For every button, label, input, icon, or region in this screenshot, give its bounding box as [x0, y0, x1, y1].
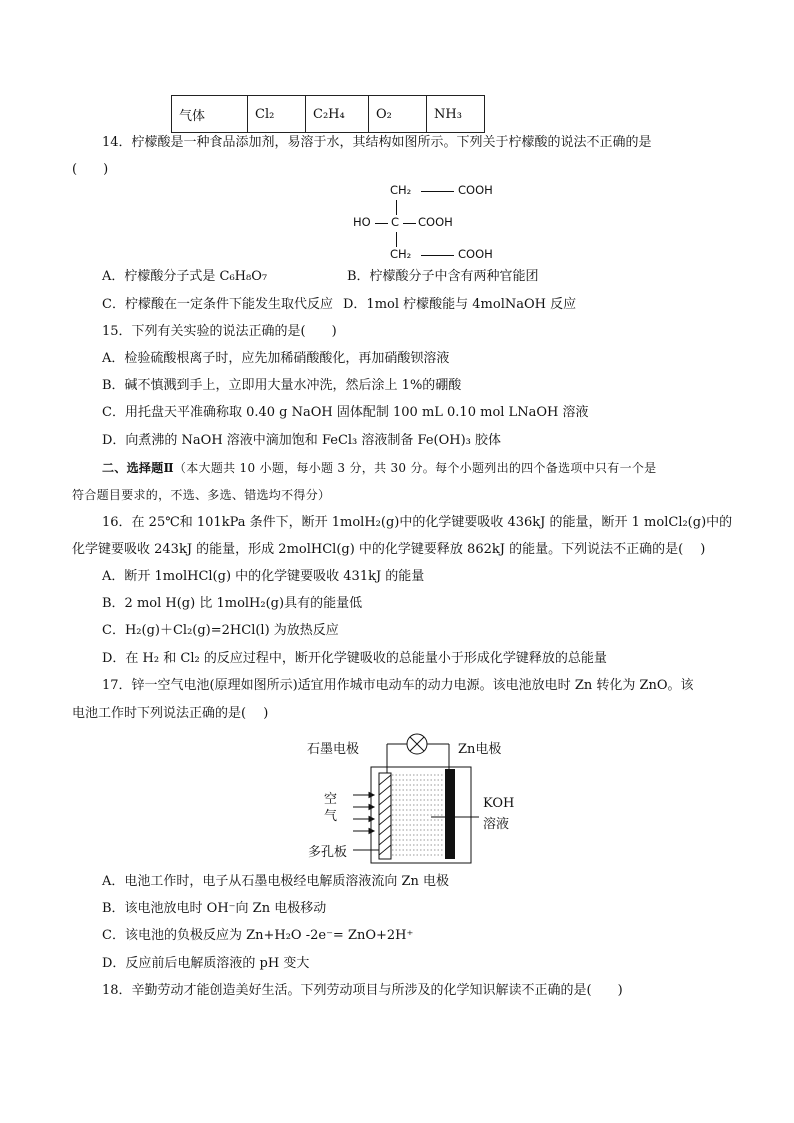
zn-electrode — [445, 769, 455, 859]
citric-acid-structure — [353, 180, 493, 264]
section-2-header — [102, 459, 657, 477]
bond-line — [421, 191, 454, 192]
formula-bot-ch2: CH₂ — [390, 247, 412, 261]
q17-option-a: A．电池工作时，电子从石墨电极经电解质溶液流向 Zn 电极 — [102, 874, 450, 889]
q17-option-b: B．该电池放电时 OH⁻向 Zn 电极移动 — [102, 901, 327, 916]
q16-option-a: A．断开 1molHCl(g) 中的化学键要吸收 431kJ 的能量 — [102, 569, 425, 584]
q14-option-d: D．1mol 柠檬酸能与 4molNaOH 反应 — [343, 297, 577, 312]
q16-option-d: D．在 H₂ 和 Cl₂ 的反应过程中，断开化学键吸收的总能量小于形成化学键释放的总能量 — [102, 651, 607, 666]
formula-ho: HO — [353, 215, 371, 229]
koh-label-2: 溶液 — [483, 817, 510, 832]
q18-stem: 18．辛勤劳动才能创造美好生活。下列劳动项目与所涉及的化学知识解读不正确的是( ) — [102, 983, 623, 998]
bond-line — [421, 255, 454, 256]
q15-stem: 15．下列有关实验的说法正确的是( ) — [102, 324, 337, 339]
formula-top-cooh: COOH — [458, 183, 493, 197]
koh-solution — [392, 775, 444, 855]
table-cell: Cl₂ — [248, 96, 306, 133]
formula-top-ch2: CH₂ — [390, 183, 412, 197]
q17-stem-line2: 电池工作时下列说法正确的是( ) — [72, 706, 269, 721]
q14-option-a: A．柠檬酸分子式是 C₆H₈O₇ — [102, 269, 268, 284]
section-2-desc: （本大题共 10 小题，每小题 3 分，共 30 分。每个小题列出的四个备选项中只有一个是 — [173, 461, 657, 475]
formula-carbon: C — [391, 215, 400, 229]
table-cell: NH₃ — [427, 96, 485, 133]
q16-stem-line2: 化学键要吸收 243kJ 的能量，形成 2molHCl(g) 中的化学键要释放 862kJ 的能量。下列说法不正确的是( ) — [72, 542, 706, 557]
table-cell: C₂H₄ — [306, 96, 369, 133]
gas-table — [171, 95, 485, 133]
q15-option-a: A．检验硫酸根离子时，应先加稀硝酸酸化，再加硝酸钡溶液 — [102, 351, 450, 366]
q16-option-b: B．2 mol H(g) 比 1molH₂(g)具有的能量低 — [102, 596, 363, 611]
q14-option-c: C．柠檬酸在一定条件下能发生取代反应 — [102, 297, 333, 312]
zinc-air-battery-diagram — [307, 733, 527, 865]
porous-plate-label: 多孔板 — [308, 845, 348, 860]
q16-stem-line1: 16．在 25℃和 101kPa 条件下，断开 1molH₂(g)中的化学键要吸收 436kJ 的能量，断开 1 molCl₂(g)中的 — [102, 515, 733, 530]
air-label-2: 气 — [324, 809, 338, 824]
table-row — [172, 96, 485, 133]
air-label-1: 空 — [324, 792, 338, 807]
formula-bot-cooh: COOH — [458, 247, 493, 261]
q17-option-d: D．反应前后电解质溶液的 pH 变大 — [102, 956, 310, 971]
q14-stem: 14．柠檬酸是一种食品添加剂，易溶于水，其结构如图所示。下列关于柠檬酸的说法不正确的是 — [102, 135, 652, 150]
section-2-desc-cont: 符合题目要求的，不选、多选、错选均不得分） — [72, 488, 331, 502]
graphite-electrode-label: 石墨电极 — [307, 742, 360, 757]
table-cell: 气体 — [172, 96, 248, 133]
zn-electrode-label: Zn电极 — [458, 742, 502, 757]
q17-option-c: C．该电池的负极反应为 Zn+H₂O -2e⁻= ZnO+2H⁺ — [102, 928, 414, 943]
koh-label-1: KOH — [483, 796, 515, 811]
formula-mid-cooh: COOH — [418, 215, 453, 229]
q14-option-b: B．柠檬酸分子中含有两种官能团 — [347, 269, 539, 284]
q15-option-d: D．向煮沸的 NaOH 溶液中滴加饱和 FeCl₃ 溶液制备 Fe(OH)₃ 胶体 — [102, 433, 502, 448]
bond-line — [375, 223, 388, 224]
bond-line — [403, 223, 416, 224]
bond-line — [396, 200, 397, 215]
q15-option-c: C．用托盘天平准确称取 0.40 g NaOH 固体配制 100 mL 0.10 mol LNaOH 溶液 — [102, 405, 589, 420]
q17-stem-line1: 17．锌一空气电池(原理如图所示)适宜用作城市电动车的动力电源。该电池放电时 Zn 转化为 ZnO。该 — [102, 678, 694, 693]
q16-option-c: C．H₂(g)＋Cl₂(g)=2HCl(l) 为放热反应 — [102, 623, 339, 638]
q15-option-b: B．碱不慎溅到手上，立即用大量水冲洗，然后涂上 1%的硼酸 — [102, 378, 462, 393]
section-2-title: 二、选择题Ⅱ — [102, 461, 174, 475]
table-cell: O₂ — [369, 96, 427, 133]
bond-line — [396, 232, 397, 247]
q14-answer-paren: ( ) — [72, 162, 109, 177]
